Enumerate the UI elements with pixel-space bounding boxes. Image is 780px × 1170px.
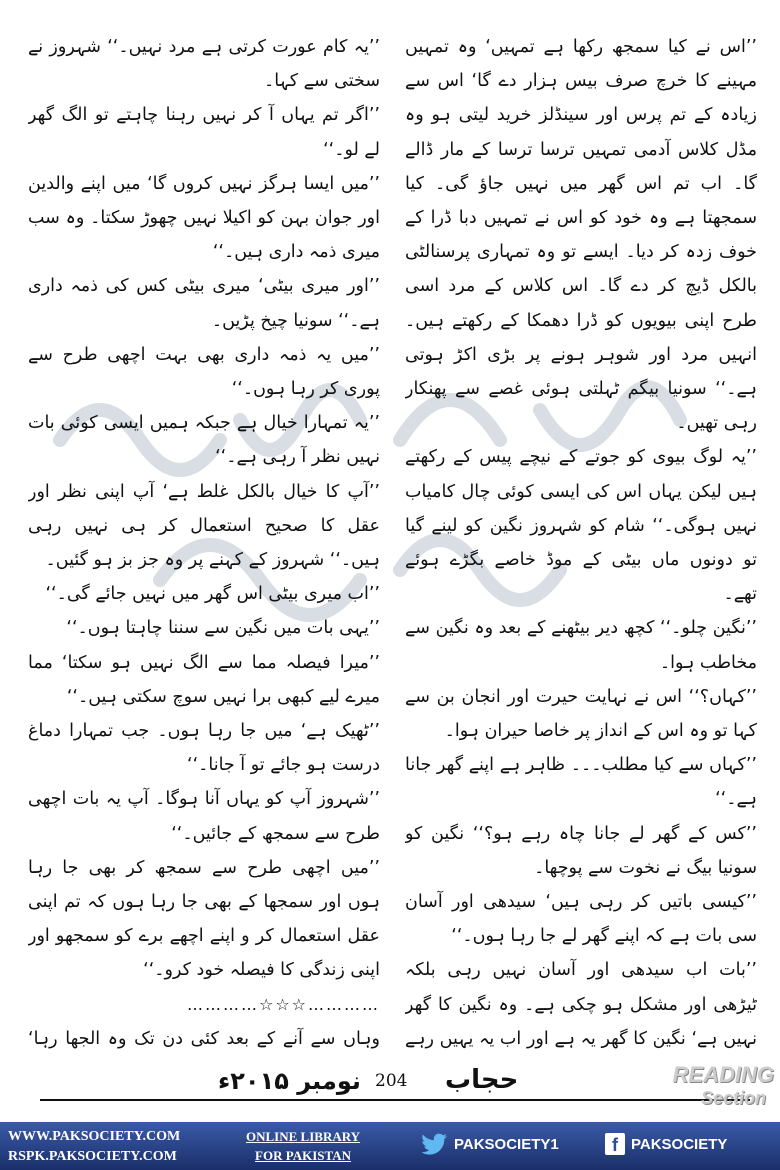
paragraph: ’’کیسی باتیں کر رہی ہیں‘ سیدھی اور آسان سی بات ہے کہ اپنے گھر لے جا رہا ہوں۔‘‘: [405, 892, 757, 947]
online-library-label: [246, 1127, 360, 1165]
footer-rule: [40, 1099, 750, 1101]
paragraph: ’’آپ کا خیال بالکل غلط ہے‘ آپ اپنی نظر اور عقل کا صحیح استعمال کر ہی نہیں رہی ہیں۔‘‘ شہروز کے کہنے پر وہ جز بز ہو گئیں۔: [28, 481, 380, 571]
issue-date: نومبر ۲۰۱۵ء: [218, 1067, 361, 1095]
paragraph: ’’ٹھیک ہے‘ میں جا رہا ہوں۔ جب تمہارا دماغ درست ہو جائے تو آ جانا۔‘‘: [28, 721, 380, 776]
left-text-column: [28, 30, 380, 1055]
paragraph: وہاں سے آنے کے بعد کئی دن تک وہ الجھا رہا‘: [28, 1028, 380, 1049]
paragraph: ’’اس نے کیا سمجھ رکھا ہے تمہیں‘ وہ تمہیں مہینے کا خرچ صرف بیس ہزار دے گا‘ اس سے زیادہ کے تم پرس اور سینڈلز خرید لیتی ہو وہ مڈل کلاس آدمی تمہیں ترسا ترسا کے مار ڈالے گا۔ اب تم اس گھر میں نہیں جاؤ گی۔ کیا سمجھتا ہے وہ خود کو اس نے تمہیں دبا ڈرا کے خوف زدہ کر دیا۔ ایسے تو وہ تمہاری پرسنالٹی بالکل ڈیچ کر دے گا۔ اس کلاس کے مرد اسی طرح اپنی بیویوں کو ڈرا دھمکا کے رکھتے ہیں۔ انہیں مرد اور شوہر ہونے پر بڑی اکڑ ہوتی ہے۔‘‘ سونیا بیگم ٹہلتی ہوئی غصے سے پھنکار رہی تھیں۔: [405, 37, 757, 434]
paragraph: ’’یہی بات میں نگین سے سننا چاہتا ہوں۔‘‘: [66, 618, 380, 639]
paragraph: ’’یہ کام عورت کرتی ہے مرد نہیں۔‘‘ شہروز نے سختی سے کہا۔: [28, 37, 380, 92]
paragraph: ’’بات اب سیدھی اور آسان نہیں رہی بلکہ ٹیڑھی اور مشکل ہو چکی ہے۔ وہ نگین کا گھر نہیں ہے‘ نگین کا گھر یہ ہے اور اب یہ یہیں رہے: [405, 960, 757, 1049]
bottom-banner: [0, 1122, 780, 1170]
library-line: FOR PAKISTAN: [255, 1148, 351, 1163]
facebook-handle: PAKSOCIETY: [631, 1135, 728, 1153]
badge-section-text: Section: [700, 1088, 766, 1108]
paragraph: ’’کہاں سے کیا مطلب۔۔۔ ظاہر ہے اپنے گھر جانا ہے۔‘‘: [405, 755, 757, 810]
paragraph: ’’میں ایسا ہرگز نہیں کروں گا‘ میں اپنے والدین اور جوان بہن کو اکیلا نہیں چھوڑ سکتا۔ وہ سب میری ذمہ داری ہیں۔‘‘: [28, 173, 380, 263]
site-url-link[interactable]: WWW.PAKSOCIETY.COM: [8, 1129, 181, 1144]
twitter-link[interactable]: [422, 1133, 559, 1155]
paragraph: ’’کس کے گھر لے جانا چاہ رہے ہو؟‘‘ نگین کو سونیا بیگ نے نخوت سے پوچھا۔: [405, 823, 757, 878]
paragraph: ’’اب میری بیٹی اس گھر میں نہیں جائے گی۔‘‘: [45, 584, 380, 605]
site-urls: [8, 1127, 180, 1167]
paragraph: ’’یہ لوگ بیوی کو جوتے کے نیچے پیس کے رکھتے ہیں لیکن یہاں اس کی ایسی کوئی چال کامیاب نہیں ہوگی۔‘‘ شام کو شہروز نگین کو لینے گیا تو دونوں ماں بیٹی کے موڈ خاصے بگڑے ہوئے تھے۔: [405, 447, 757, 605]
reading-section-badge: [650, 1060, 780, 1120]
paragraph: ’’اور میری بیٹی‘ میری بیٹی کس کی ذمہ داری ہے۔‘‘ سونیا چیخ پڑیں۔: [28, 276, 380, 331]
twitter-handle: PAKSOCIETY1: [454, 1135, 559, 1153]
paragraph: ’’نگین چلو۔‘‘ کچھ دیر بیٹھنے کے بعد وہ نگین سے مخاطب ہوا۔: [405, 618, 757, 673]
page-number: 204: [375, 1071, 408, 1091]
paragraph: ’’یہ تمہارا خیال ہے جبکہ ہمیں ایسی کوئی بات نہیں نظر آ رہی ہے۔‘‘: [28, 413, 380, 468]
magazine-title: حجاب: [445, 1065, 519, 1095]
badge-reading-text: READING: [672, 1062, 774, 1087]
paragraph: ’’شہروز آپ کو یہاں آنا ہوگا۔ آپ یہ بات اچھی طرح سے سمجھ کے جائیں۔‘‘: [28, 789, 380, 844]
section-divider-stars: …………☆☆☆…………: [186, 994, 380, 1014]
facebook-link[interactable]: [605, 1133, 727, 1155]
paragraph: ’’اگر تم یہاں آ کر نہیں رہنا چاہتے تو الگ گھر لے لو۔‘‘: [28, 105, 380, 160]
library-line: ONLINE LIBRARY: [246, 1129, 361, 1144]
facebook-icon: f: [605, 1133, 625, 1155]
paragraph: ’’میں یہ ذمہ داری بھی بہت اچھی طرح سے پوری کر رہا ہوں۔‘‘: [28, 344, 380, 400]
paragraph: ’’میرا فیصلہ مما سے الگ نہیں ہو سکتا‘ مما میرے لیے کبھی برا نہیں سوچ سکتی ہیں۔‘‘: [28, 652, 380, 707]
paragraph: ’’میں اچھی طرح سے سمجھ کر بھی جا رہا ہوں اور سمجھا کے بھی جا رہا ہوں کہ تم اپنی عقل استعمال کر و اپنے اچھے برے کو سمجھو اور اپنی زندگی کا فیصلہ خود کرو۔‘‘: [28, 857, 380, 981]
site-url-link[interactable]: RSPK.PAKSOCIETY.COM: [8, 1149, 177, 1164]
twitter-bird-icon: [422, 1133, 448, 1155]
paragraph: ’’کہاں؟‘‘ اس نے نہایت حیرت اور انجان بن سے کہا تو وہ اس کے انداز پر خاصا حیران ہوا۔: [405, 686, 757, 742]
right-text-column: [405, 30, 757, 1055]
